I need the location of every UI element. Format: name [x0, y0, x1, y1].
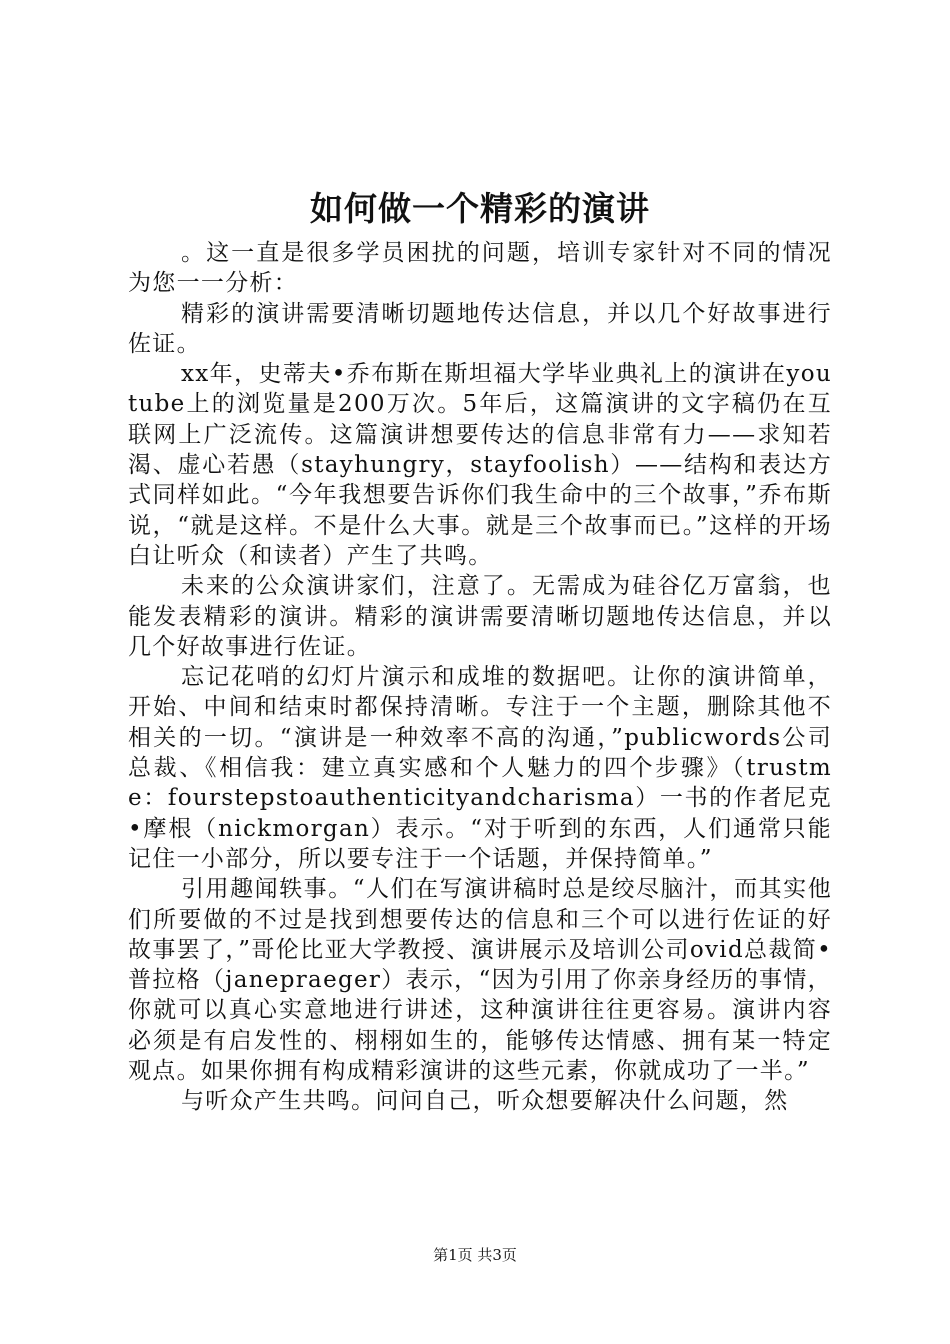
- paragraph: 。这一直是很多学员困扰的问题，培训专家针对不同的情况为您一一分析：: [128, 240, 832, 297]
- paragraph: 引用趣闻轶事。“人们在写演讲稿时总是绞尽脑汁，而其实他们所要做的不过是找到想要传达的信息和三个可以进行佐证的好故事罢了，”哥伦比亚大学教授、演讲展示及培训公司ovid总裁简•普拉格（janepraeger）表示，“因为引用了你亲身经历的事情，你就可以真心实意地进行讲述，这种演讲往往更容易。演讲内容必须是有启发性的、栩栩如生的，能够传达情感、拥有某一特定观点。如果你拥有构成精彩演讲的这些元素，你就成功了一半。”: [128, 876, 832, 1085]
- document-body: [128, 238, 832, 1117]
- page-number-footer: 第1页 共3页: [433, 1246, 517, 1264]
- paragraph: 精彩的演讲需要清晰切题地传达信息，并以几个好故事进行佐证。: [128, 300, 832, 357]
- paragraph: xx年，史蒂夫•乔布斯在斯坦福大学毕业典礼上的演讲在youtube上的浏览量是200万次。5年后，这篇演讲的文字稿仍在互联网上广泛流传。这篇演讲想要传达的信息非常有力——求知若渴、虚心若愚（stayhungry，stayfoolish）——结构和表达方式同样如此。“今年我想要告诉你们我生命中的三个故事，”乔布斯说，“就是这样。不是什么大事。就是三个故事而已。”这样的开场白让听众（和读者）产生了共鸣。: [128, 361, 832, 569]
- document-title: 如何做一个精彩的演讲: [310, 189, 650, 228]
- paragraph: 忘记花哨的幻灯片演示和成堆的数据吧。让你的演讲简单，开始、中间和结束时都保持清晰。专注于一个主题，删除其他不相关的一切。“演讲是一种效率不高的沟通，”publicwords公司总裁、《相信我：建立真实感和个人魅力的四个步骤》（trustme：fourstepstoauthenticityandcharisma）一书的作者尼克•摩根（nickmorgan）表示。“对于听到的东西，人们通常只能记住一小部分，所以要专注于一个话题，并保持简单。”: [128, 664, 832, 872]
- paragraph: 未来的公众演讲家们，注意了。无需成为硅谷亿万富翁，也能发表精彩的演讲。精彩的演讲需要清晰切题地传达信息，并以几个好故事进行佐证。: [128, 573, 832, 660]
- paragraph: 与听众产生共鸣。问问自己，听众想要解决什么问题，然: [181, 1088, 789, 1115]
